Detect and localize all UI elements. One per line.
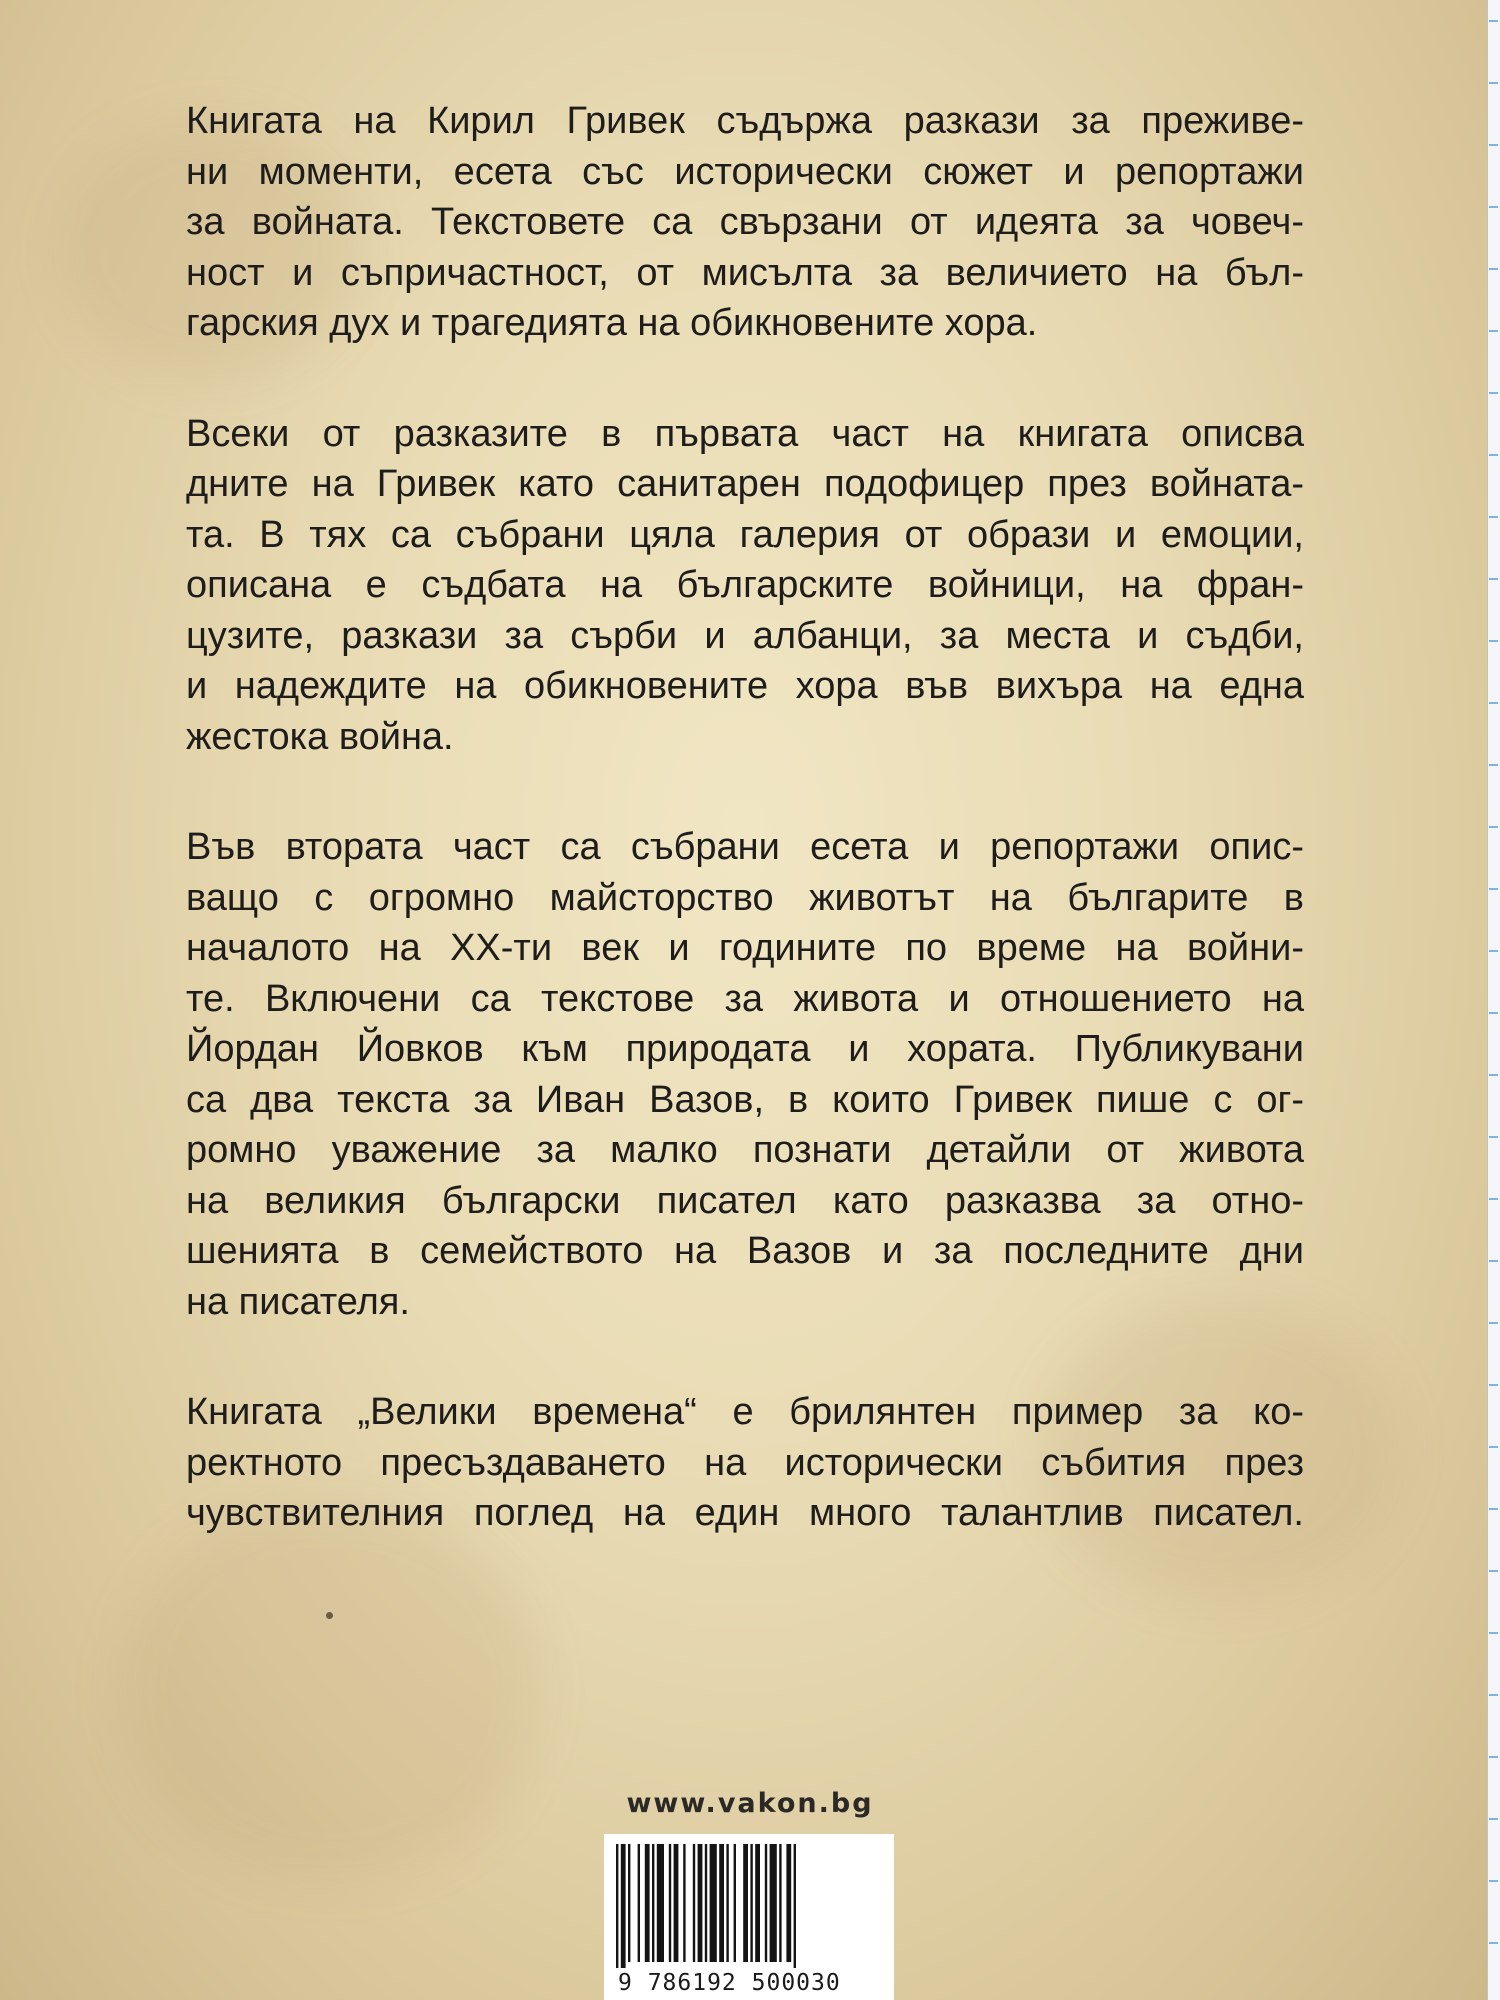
notebook-line-tick — [1489, 392, 1498, 394]
text-line: описана е съдбата на българските войници, на фран- — [186, 564, 1304, 606]
barcode-bar — [755, 1844, 760, 1962]
text-line: чувствителния поглед на един много талантлив писател. — [186, 1492, 1304, 1534]
paragraph-4 — [186, 1387, 1304, 1539]
text-line: са два текста за Иван Вазов, в които Гривек пише с ог- — [186, 1078, 1304, 1121]
notebook-line-tick — [1489, 1074, 1498, 1076]
notebook-line-tick — [1489, 1384, 1498, 1386]
notebook-line-tick — [1489, 1756, 1498, 1758]
text-line: Във втората част са събрани есета и репортажи опис- — [186, 826, 1304, 868]
notebook-line-tick — [1489, 1570, 1498, 1572]
barcode-number: 9 786192 500030 — [618, 1970, 841, 1996]
text-line: Йордан Йовков към природата и хората. Публикувани — [186, 1028, 1304, 1070]
text-line: и надеждите на обикновените хора във вихъра на една — [186, 665, 1304, 707]
text-line: гарския дух и трагедията на обикновените хора. — [186, 302, 1038, 344]
notebook-line-tick — [1489, 330, 1498, 332]
notebook-line-tick — [1489, 268, 1498, 270]
notebook-line-tick — [1489, 764, 1498, 766]
notebook-paper-edge — [1487, 0, 1500, 2000]
notebook-line-tick — [1489, 1694, 1498, 1696]
barcode-bars-icon — [612, 1844, 886, 1968]
notebook-line-tick — [1489, 206, 1498, 208]
notebook-line-tick — [1489, 702, 1498, 704]
notebook-line-tick — [1489, 640, 1498, 642]
barcode-bar — [794, 1844, 796, 1968]
notebook-line-tick — [1489, 1136, 1498, 1138]
text-line: ни моменти, есета със исторически сюжет и репортажи — [186, 150, 1304, 193]
barcode-bar — [669, 1844, 671, 1962]
barcode-bar — [726, 1844, 728, 1962]
barcode-bar — [621, 1844, 626, 1968]
text-line: дните на Гривек като санитарен подофицер през войната- — [186, 463, 1304, 505]
notebook-line-tick — [1489, 1446, 1498, 1448]
barcode-bar — [734, 1844, 736, 1962]
publisher-website: www.vakon.bg — [626, 1788, 874, 1819]
paragraph-1 — [186, 96, 1304, 349]
barcode-bar — [750, 1844, 752, 1962]
notebook-line-tick — [1489, 578, 1498, 580]
barcode-bar — [770, 1844, 777, 1962]
text-line: Всеки от разказите в първата част на книгата описва — [186, 412, 1304, 455]
barcode-bar — [638, 1844, 640, 1962]
notebook-line-tick — [1489, 1632, 1498, 1634]
notebook-line-tick — [1489, 888, 1498, 890]
barcode-bar — [645, 1844, 650, 1962]
text-line: началото на XX-ти век и годините по време на войни- — [186, 927, 1304, 969]
barcode-bar — [698, 1844, 703, 1962]
barcode-bar — [705, 1844, 707, 1962]
text-line: ващо с огромно майсторство животът на българите в — [186, 876, 1304, 919]
barcode-bar — [743, 1844, 748, 1962]
barcode-bar — [628, 1844, 630, 1962]
text-line: ректното пресъздаването на исторически събития през — [186, 1441, 1304, 1484]
notebook-line-tick — [1489, 1012, 1498, 1014]
notebook-line-tick — [1489, 826, 1498, 828]
text-line: Книгата „Велики времена“ е брилянтен пример за ко- — [186, 1391, 1304, 1433]
barcode-bar — [779, 1844, 781, 1962]
barcode-bar — [710, 1844, 717, 1962]
notebook-line-tick — [1489, 1260, 1498, 1262]
notebook-line-tick — [1489, 1818, 1498, 1820]
notebook-line-tick — [1489, 1508, 1498, 1510]
barcode-bar — [652, 1844, 654, 1962]
text-line: ност и съпричастност, от мисълта за величието на бъл- — [186, 251, 1304, 294]
text-line: ромно уважение за малко познати детайли от живота — [186, 1129, 1304, 1171]
cover-description — [186, 96, 1304, 1599]
notebook-line-tick — [1489, 950, 1498, 952]
text-line: шенията в семейството на Вазов и за последните дни — [186, 1230, 1304, 1272]
notebook-line-tick — [1489, 454, 1498, 456]
text-line: цузите, разкази за сърби и албанци, за места и съдби, — [186, 614, 1304, 657]
text-line: жестока война. — [186, 715, 454, 758]
barcode-bar — [683, 1844, 685, 1962]
text-line: те. Включени са текстове за живота и отношението на — [186, 977, 1304, 1020]
notebook-line-tick — [1489, 20, 1498, 22]
barcode-bar — [719, 1844, 724, 1962]
notebook-line-tick — [1489, 82, 1498, 84]
notebook-line-tick — [1489, 1198, 1498, 1200]
notebook-line-tick — [1489, 144, 1498, 146]
barcode-bar — [765, 1844, 767, 1962]
barcode-bar — [693, 1844, 695, 1962]
isbn-barcode — [604, 1834, 894, 2000]
paragraph-2 — [186, 409, 1304, 763]
text-line: Книгата на Кирил Гривек съдържа разкази за преживе- — [186, 100, 1304, 142]
text-line: на великия български писател като разказва за отно- — [186, 1179, 1304, 1222]
barcode-bar — [616, 1844, 618, 1968]
text-line: та. В тях са събрани цяла галерия от образи и емоции, — [186, 513, 1304, 556]
text-line: за войната. Текстовете са свързани от идеята за човеч- — [186, 201, 1304, 243]
notebook-line-tick — [1489, 1880, 1498, 1882]
notebook-line-tick — [1489, 1322, 1498, 1324]
barcode-bar — [674, 1844, 679, 1962]
paragraph-3 — [186, 822, 1304, 1327]
barcode-bar — [786, 1844, 791, 1962]
text-line: на писателя. — [186, 1280, 410, 1323]
notebook-line-tick — [1489, 516, 1498, 518]
barcode-bar — [657, 1844, 664, 1962]
print-speck — [326, 1612, 333, 1619]
notebook-line-tick — [1489, 1942, 1498, 1944]
